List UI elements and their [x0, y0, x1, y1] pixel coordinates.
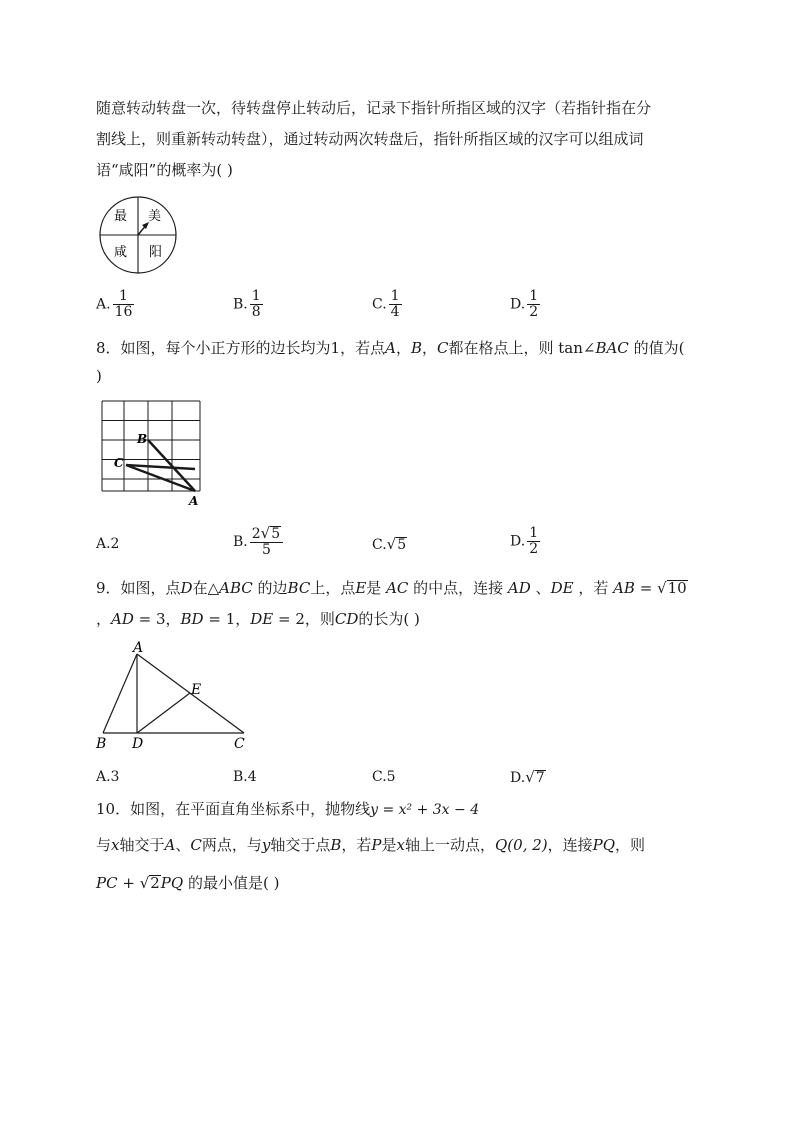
q7-option-c[interactable]: [372, 289, 402, 320]
q7-option-b[interactable]: [233, 289, 263, 320]
q7-option-a[interactable]: [96, 289, 134, 320]
fraction: $\frac{1}{2}$: [529, 288, 539, 320]
option-letter: C.: [372, 296, 387, 313]
spinner-label-zui: 最: [114, 209, 128, 224]
q10-text-line-1: 10．如图，在平面直角坐标系中，抛物线y = x² + 3x − 4: [96, 800, 480, 818]
grid-figure: [96, 396, 208, 508]
q9-option-b[interactable]: B.4: [233, 769, 257, 785]
q9-text-line-1: 9．如图，点D在△ABC 的边BC上，点E是 AC 的中点，连接 AD 、DE ，若 AB = √10: [96, 579, 687, 597]
q9-option-a[interactable]: A.3: [96, 769, 120, 785]
option-letter: A.: [96, 296, 111, 313]
spinner-figure: [94, 195, 186, 277]
tri-label-d: D: [132, 736, 144, 752]
fraction: $\frac{1}{16}$: [114, 288, 133, 320]
tri-label-e: E: [191, 682, 202, 698]
q7-option-d[interactable]: [510, 289, 540, 320]
q10-text-line-3: PC + √2PQ 的最小值是( ): [96, 874, 280, 892]
spinner-label-xian: 咸: [114, 245, 128, 260]
grid-label-b: B: [137, 432, 148, 446]
q7-text-line-1: 随意转动转盘一次，待转盘停止转动后，记录下指针所指区域的汉字（若指针指在分: [96, 99, 652, 117]
fraction: $\frac{2√5}{5}$: [250, 526, 283, 558]
tri-label-a: A: [133, 640, 144, 656]
q8-option-b[interactable]: B. $\frac{2√5}{5}$: [233, 526, 283, 558]
q9-text-line-2: ，AD = 3，BD = 1，DE = 2，则CD的长为( ): [96, 610, 420, 628]
sqrt-radicand: 5: [397, 537, 407, 553]
q9-option-c[interactable]: C.5: [372, 769, 396, 785]
grid-label-a: A: [189, 494, 199, 508]
fraction: $\frac{1}{8}$: [251, 288, 261, 320]
q8-text-line-2: ): [96, 367, 102, 385]
fraction: $\frac{1}{2}$: [529, 525, 539, 557]
parabola-formula: y = x² + 3x − 4: [370, 802, 480, 818]
q8-text-line-1: 8．如图，每个小正方形的边长均为1，若点A，B，C都在格点上，则 tan∠BAC 的值为(: [96, 339, 685, 357]
q8-option-d[interactable]: D. $\frac{1}{2}$: [510, 525, 539, 557]
q10-text-line-2: 与x轴交于A、C两点，与y轴交于点B，若P是x轴上一动点，Q(0, 2)，连接PQ，则: [96, 836, 646, 854]
tri-label-c: C: [234, 736, 245, 752]
spinner-label-mei: 美: [148, 209, 162, 224]
tri-label-b: B: [96, 736, 107, 752]
q7-text-line-3: 语“咸阳”的概率为( ): [96, 161, 233, 179]
q7-text-line-2: 割线上，则重新转动转盘），通过转动两次转盘后，指针所指区域的汉字可以组成词: [96, 130, 644, 148]
q9-option-d[interactable]: D.√7: [510, 768, 545, 786]
grid-label-c: C: [114, 456, 124, 470]
sqrt-radicand: 7: [535, 770, 545, 786]
option-letter: D.: [510, 296, 526, 313]
option-letter: B.: [233, 296, 248, 313]
triangle-figure: [92, 638, 257, 753]
q8-option-a[interactable]: A.2: [96, 536, 120, 552]
fraction: $\frac{1}{4}$: [390, 288, 400, 320]
q8-option-c[interactable]: C.√5: [372, 535, 407, 553]
spinner-label-yang: 阳: [149, 245, 163, 260]
